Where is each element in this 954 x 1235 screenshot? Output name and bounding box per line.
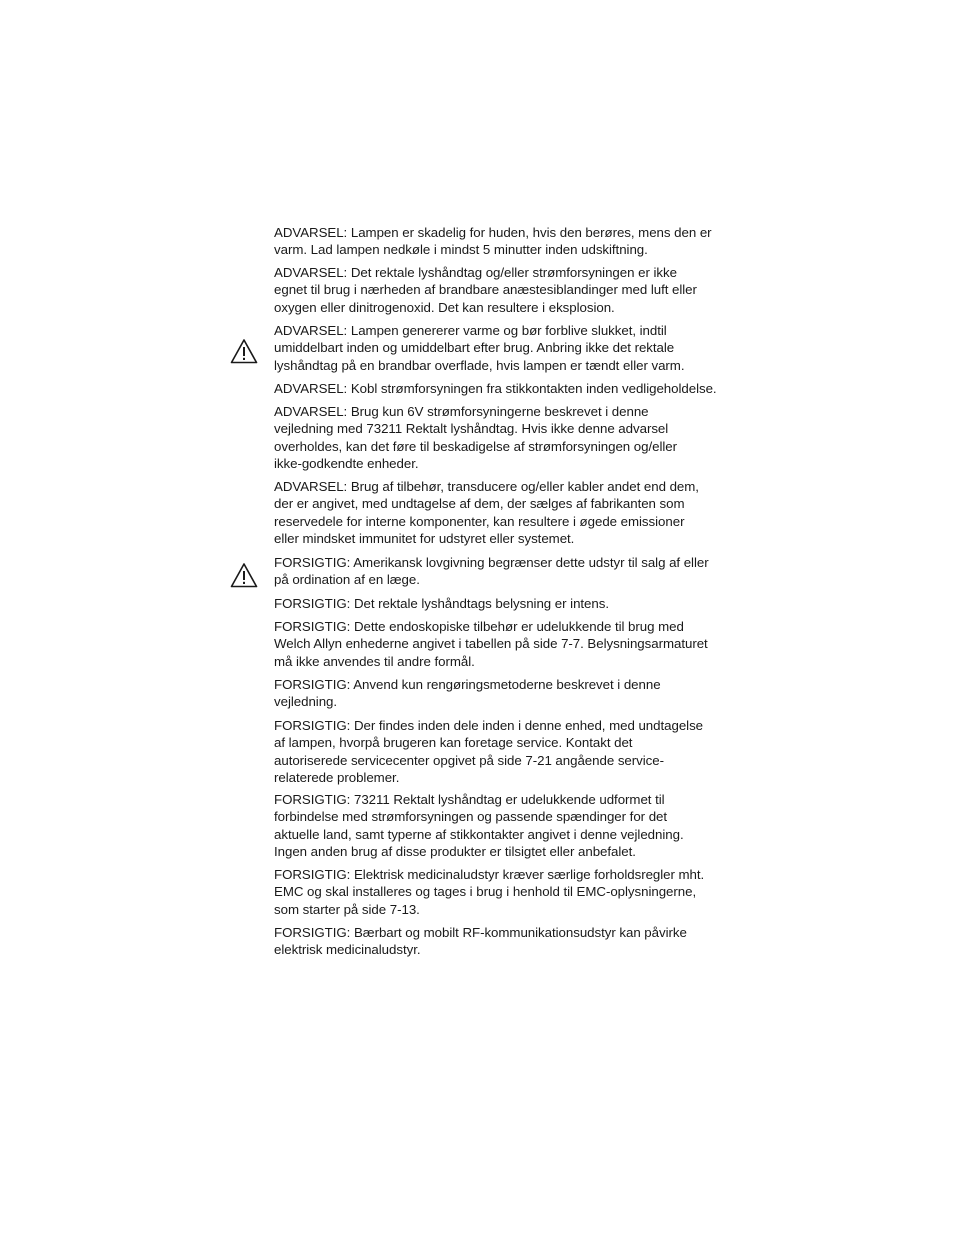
warning-triangle-icon (230, 338, 258, 364)
caution-paragraph-8: FORSIGTIG: Bærbart og mobilt RF-kommunikationsudstyr kan påvirke elektrisk medicinaludstyr. (274, 925, 687, 958)
warning-paragraph-4: ADVARSEL: Kobl strømforsyningen fra stikkontakten inden vedligeholdelse. (274, 381, 717, 396)
warning-paragraph-1: ADVARSEL: Lampen er skadelig for huden, hvis den berøres, mens den er varm. Lad lampen nedkøle i mindst 5 minutter inden udskiftning. (274, 225, 712, 258)
warning-paragraph-2: ADVARSEL: Det rektale lyshåndtag og/eller strømforsyningen er ikke egnet til brug i nærheden af brandbare anæstesiblandinger med luft eller oxygen eller dinitrogenoxid. Det kan resultere i eksplosion. (274, 265, 697, 315)
caution-paragraph-6: FORSIGTIG: 73211 Rektalt lyshåndtag er udelukkende udformet til forbindelse med strømforsyningen og passende spændinger for det aktuelle land, samt typerne af stikkontakter angivet i denne vejledning. Ingen anden brug af disse produkter er tilsigtet eller anbefalet. (274, 792, 684, 860)
caution-paragraph-5: FORSIGTIG: Der findes inden dele inden i denne enhed, med undtagelse af lampen, hvorpå brugeren kan foretage service. Kontakt det autoriserede servicecenter opgivet på side 7-21 angående service- relaterede problemer. (274, 718, 704, 786)
caution-paragraph-2: FORSIGTIG: Det rektale lyshåndtags belysning er intens. (274, 596, 609, 611)
caution-paragraph-1: FORSIGTIG: Amerikansk lovgivning begrænser dette udstyr til salg af eller på ordination af en læge. (274, 555, 709, 588)
warning-paragraph-6: ADVARSEL: Brug af tilbehør, transducere og/eller kabler andet end dem, der er angivet, med undtagelse af dem, der sælges af fabrikanten som reservedele for interne komponenter, kan resultere i øgede emissioner eller mindsket immunitet for udstyret eller systemet. (274, 479, 699, 547)
caution-paragraph-7: FORSIGTIG: Elektrisk medicinaludstyr kræver særlige forholdsregler mht. EMC og skal installeres og tages i brug i henhold til EMC-oplysningerne, som starter på side 7-13. (274, 867, 705, 917)
caution-paragraph-4: FORSIGTIG: Anvend kun rengøringsmetoderne beskrevet i denne vejledning. (274, 677, 661, 710)
caution-triangle-icon (230, 562, 258, 588)
warning-paragraph-5: ADVARSEL: Brug kun 6V strømforsyningerne beskrevet i denne vejledning med 73211 Rektalt lyshåndtag. Hvis ikke denne advarsel overholdes, kan det føre til beskadigelse af strømforsyningen og/eller ikke-godkendte enheder. (274, 404, 677, 472)
caution-paragraph-3: FORSIGTIG: Dette endoskopiske tilbehør er udelukkende til brug med Welch Allyn enhederne angivet i tabellen på side 7-7. Belysningsarmaturet må ikke anvendes til andre formål. (274, 619, 708, 669)
warning-paragraph-3: ADVARSEL: Lampen genererer varme og bør forblive slukket, indtil umiddelbart inden og umiddelbart efter brug. Anbring ikke det rektale lyshåndtag på en brandbar overflade, hvis lampen er tændt eller varm. (274, 323, 685, 373)
